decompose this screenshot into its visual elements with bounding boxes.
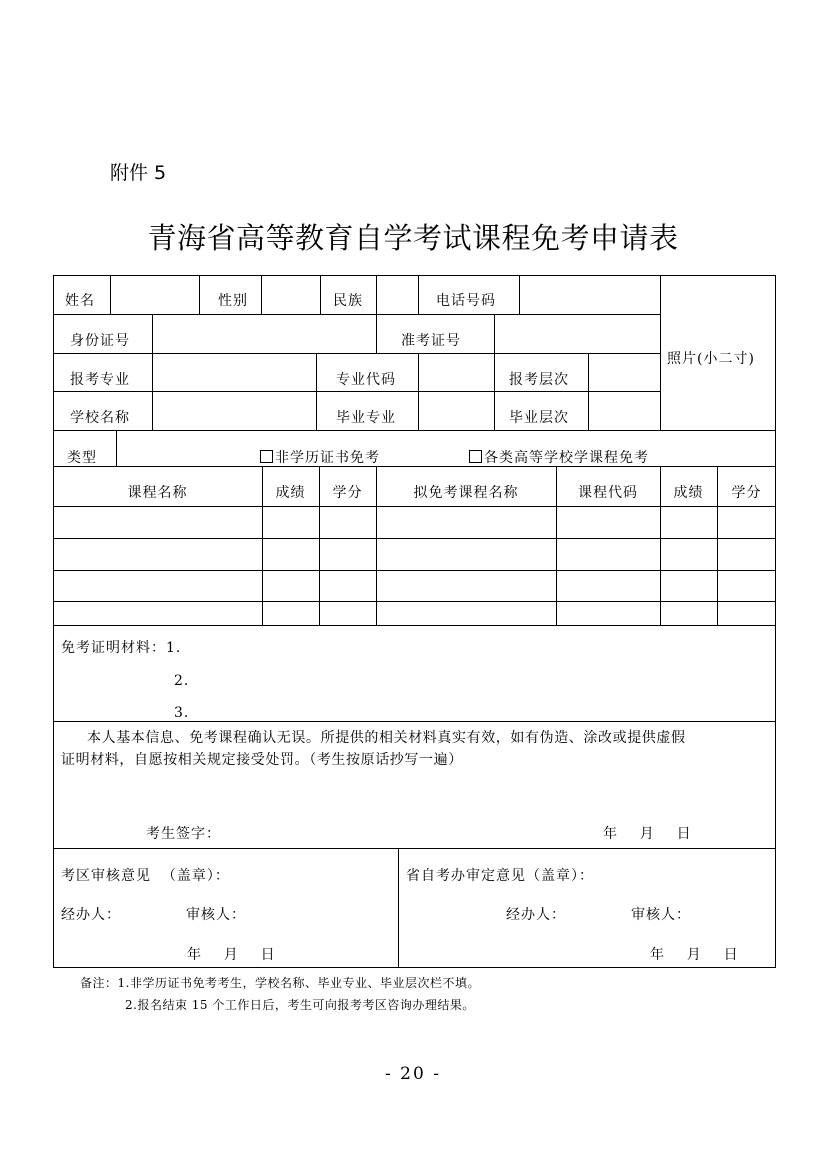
province-reviewer-label: 审核人： xyxy=(631,907,691,923)
exam-level-label: 报考层次 xyxy=(509,372,569,388)
declaration-line-2: 证明材料，自愿按相关规定接受处罚。（考生按原话抄写一遍） xyxy=(61,752,463,768)
checkbox-icon[interactable] xyxy=(260,450,273,463)
gender-label: 性别 xyxy=(218,293,248,309)
major-label: 报考专业 xyxy=(70,372,130,388)
exam-number-label: 准考证号 xyxy=(401,333,461,349)
ethnicity-label: 民族 xyxy=(333,293,363,309)
type-option-non-degree[interactable] xyxy=(260,449,380,467)
school-label: 学校名称 xyxy=(70,410,130,426)
exempt-credit-header: 学分 xyxy=(731,485,762,501)
form-title: 青海省高等教育自学考试课程免考申请表 xyxy=(147,221,679,255)
type-option-non-degree-label: 非学历证书免考 xyxy=(275,450,380,466)
type-label: 类型 xyxy=(67,450,97,466)
district-review-title: 考区审核意见 （盖章）： xyxy=(61,868,230,884)
type-option-college-course[interactable] xyxy=(469,449,649,467)
declaration-line-1: 本人基本信息、免考课程确认无误。所提供的相关材料真实有效，如有伪造、涂改或提供虚假 xyxy=(87,730,686,746)
signature-label: 考生签字： xyxy=(146,826,221,842)
district-handler-label: 经办人： xyxy=(61,907,121,923)
note-line-2: 2.报名结束 15 个工作日后，考生可向报考考区咨询办理结果。 xyxy=(125,998,475,1012)
credit-header: 学分 xyxy=(332,485,363,501)
photo-label: 照片(小二寸) xyxy=(667,351,755,367)
checkbox-icon[interactable] xyxy=(469,450,482,463)
proof-item-3: 3. xyxy=(174,705,190,721)
proof-materials-label: 免考证明材料：1. xyxy=(61,640,182,656)
note-line-1: 备注：1.非学历证书免考考生，学校名称、毕业专业、毕业层次栏不填。 xyxy=(80,976,480,990)
declaration-date: 年 月 日 xyxy=(603,826,692,842)
name-label: 姓名 xyxy=(65,293,95,309)
table-grid-lines xyxy=(53,275,776,968)
exempt-score-header: 成绩 xyxy=(673,485,704,501)
page-number: - 20 - xyxy=(385,1064,441,1084)
major-code-label: 专业代码 xyxy=(336,372,396,388)
proof-item-2: 2. xyxy=(174,673,190,689)
course-name-header: 课程名称 xyxy=(127,485,188,501)
province-date: 年 月 日 xyxy=(650,947,739,963)
attachment-label: 附件 5 xyxy=(110,162,167,184)
grad-major-label: 毕业专业 xyxy=(336,410,396,426)
phone-label: 电话号码 xyxy=(436,293,496,309)
district-date: 年 月 日 xyxy=(187,947,276,963)
district-reviewer-label: 审核人： xyxy=(186,907,246,923)
province-review-title: 省自考办审定意见（盖章）： xyxy=(406,868,594,884)
score-header: 成绩 xyxy=(275,485,306,501)
course-code-header: 课程代码 xyxy=(578,485,638,501)
id-number-label: 身份证号 xyxy=(70,333,130,349)
grad-level-label: 毕业层次 xyxy=(509,410,569,426)
province-handler-label: 经办人： xyxy=(506,907,566,923)
type-option-college-course-label: 各类高等学校学课程免考 xyxy=(484,450,649,466)
exempt-course-name-header: 拟免考课程名称 xyxy=(413,485,519,501)
application-form-table xyxy=(53,275,776,968)
